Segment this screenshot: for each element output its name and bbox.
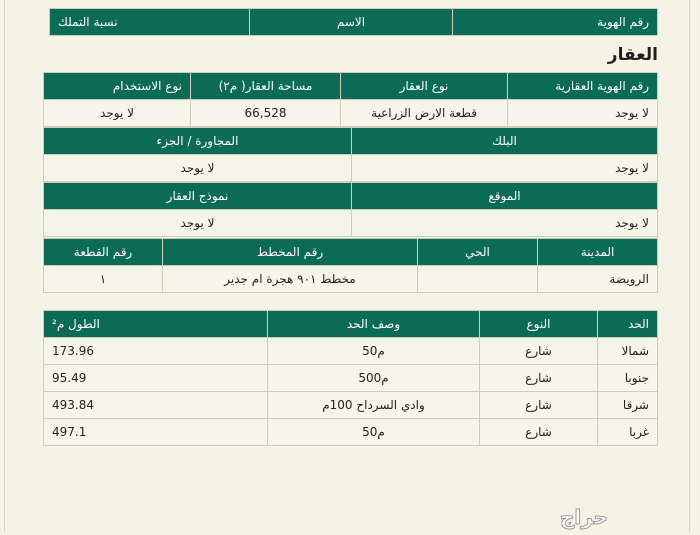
block-header: البلك — [352, 128, 658, 155]
bounds-header-direction: الحد — [598, 311, 658, 338]
bound-direction: غربا — [598, 419, 658, 446]
district-header: الحي — [418, 239, 538, 266]
bound-length: 173.96 — [44, 338, 268, 365]
owners-header-id: رقم الهوية — [453, 9, 658, 36]
property-header-usage: نوع الاستخدام — [44, 73, 191, 100]
city-value: الرويضة — [538, 266, 658, 293]
svg-text:حراج: حراج — [559, 505, 609, 529]
bound-type: شارع — [480, 419, 598, 446]
city-header: المدينة — [538, 239, 658, 266]
property-model-header: نموذج العقار — [44, 183, 352, 210]
neighborhood-part-value: لا يوجد — [44, 155, 352, 182]
neighborhood-part-header: المجاورة / الجزء — [44, 128, 352, 155]
bounds-header-type: النوع — [480, 311, 598, 338]
block-value: لا يوجد — [352, 155, 658, 182]
property-header-type: نوع العقار — [341, 73, 508, 100]
property-table — [43, 72, 658, 127]
location-value: لا يوجد — [352, 210, 658, 237]
bounds-table — [43, 310, 658, 446]
bound-description: م50 — [268, 338, 480, 365]
bound-type: شارع — [480, 338, 598, 365]
property-header-area: مساحة العقار( م٢) — [191, 73, 341, 100]
bound-type: شارع — [480, 365, 598, 392]
bounds-header-description: وصف الحد — [268, 311, 480, 338]
bound-length: 497.1 — [44, 419, 268, 446]
table-row — [44, 392, 658, 419]
plot-number-value: ١ — [44, 266, 163, 293]
bound-type: شارع — [480, 392, 598, 419]
property-model-value: لا يوجد — [44, 210, 352, 237]
district-value — [418, 266, 538, 293]
haraj-watermark-logo — [524, 503, 644, 531]
owners-header-ratio: نسبة التملك — [50, 9, 250, 36]
bound-direction: شمالا — [598, 338, 658, 365]
owners-header-name: الاسم — [250, 9, 453, 36]
block-table — [43, 127, 658, 182]
bound-description: وادي السرداح 100م — [268, 392, 480, 419]
plan-number-value: مخطط ٩٠١ هجرة ام جدير — [163, 266, 418, 293]
section-title-property: العقار — [607, 45, 658, 65]
table-row — [44, 338, 658, 365]
bound-length: 493.84 — [44, 392, 268, 419]
bound-length: 95.49 — [44, 365, 268, 392]
bound-direction: شرقا — [598, 392, 658, 419]
location-header: الموقع — [352, 183, 658, 210]
property-value-usage: لا يوجد — [44, 100, 191, 127]
bound-direction: جنوبا — [598, 365, 658, 392]
bound-description: م500 — [268, 365, 480, 392]
plot-number-header: رقم القطعة — [44, 239, 163, 266]
bounds-header-length: الطول م² — [44, 311, 268, 338]
table-row — [44, 419, 658, 446]
location-table — [43, 182, 658, 237]
table-row — [44, 365, 658, 392]
property-value-area: 66,528 — [191, 100, 341, 127]
property-value-type: قطعة الارض الزراعية — [341, 100, 508, 127]
owners-table — [49, 8, 658, 36]
plan-number-header: رقم المخطط — [163, 239, 418, 266]
property-header-id: رقم الهوية العقارية — [508, 73, 658, 100]
property-value-id: لا يوجد — [508, 100, 658, 127]
bound-description: م50 — [268, 419, 480, 446]
city-table — [43, 238, 658, 293]
